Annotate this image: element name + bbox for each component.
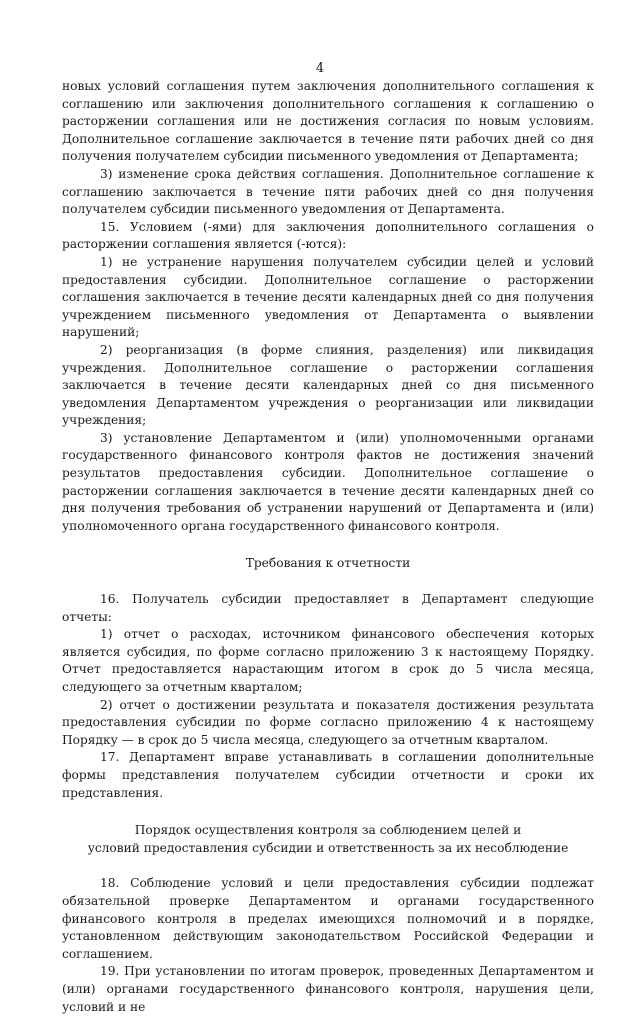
paragraph-19: 19. При установлении по итогам проверок, проведенных Департаментом и (или) органами государственного финансового контроля, нарушения цели, условий и не (62, 964, 594, 1014)
paragraph-15-item-3: 3) установление Департаментом и (или) уполномоченными органами государственного финансового контроля фактов не достижения значений результатов предоставления субсидии. Дополнительное соглашение о расторжении соглашения заключается в течение десяти календарных дней со дня получения требования об устранении нарушений от Департамента и (или) уполномоченного органа государственного финансового контроля. (62, 430, 594, 533)
paragraph-15-item-1: 1) не устранение нарушения получателем субсидии целей и условий предоставления субсидии. Дополнительное соглашение о расторжении соглашения заключается в течение десяти календарных дней со дня получения учреждением письменного уведомления от Департамента о выявлении нарушений; (62, 254, 594, 340)
paragraph-16-item-1: 1) отчет о расходах, источником финансового обеспечения которых является субсидия, по форме согласно приложению 3 к настоящему Порядку. Отчет предоставляется нарастающим итогом в срок до 5 числа месяца, следующего за отчетным кварталом; (62, 627, 594, 694)
spacer (62, 802, 594, 822)
paragraph-18: 18. Соблюдение условий и цели предоставления субсидии подлежат обязательной проверке Департаментом и органами государственного финансового контроля в пределах имеющихся полномочий и в порядке, установленном действующим законодательством Российской Федерации и соглашением. (62, 876, 594, 961)
paragraph-17: 17. Департамент вправе устанавливать в соглашении дополнительные формы представления получателем субсидии отчетности и сроки их представления. (62, 750, 594, 800)
paragraph-item-3: 3) изменение срока действия соглашения. Дополнительное соглашение к соглашению заключается в течение пяти рабочих дней со дня получения получателем субсидии письменного уведомления от Департамента. (62, 166, 594, 217)
document-body (62, 78, 594, 1016)
section-heading-control-line-2: условий предоставления субсидии и ответственность за их несоблюдение (87, 840, 569, 855)
paragraph-16-item-2: 2) отчет о достижении результата и показателя достижения результата предоставления субсидии по форме согласно приложению 4 к настоящему Порядку — в срок до 5 числа месяца, следующего за отчетным кварталом. (62, 697, 594, 747)
section-heading-reporting: Требования к отчетности (245, 556, 411, 571)
section-heading-control-line-1: Порядок осуществления контроля за соблюдением целей и (134, 823, 522, 838)
paragraph-16: 16. Получатель субсидии предоставляет в Департамент следующие отчеты: (62, 592, 594, 624)
spacer (62, 857, 594, 875)
paragraph-15-item-2: 2) реорганизация (в форме слияния, разделения) или ликвидация учреждения. Дополнительное соглашение о расторжении соглашения заключается в течение десяти календарных дней со дня письменного уведомления Департаментом учреждения о реорганизации или ликвидации учреждения; (62, 342, 594, 428)
page-number: 4 (315, 61, 325, 76)
paragraph-continuation: новых условий соглашения путем заключения дополнительного соглашения к соглашению или заключения дополнительного соглашения к соглашению о расторжении соглашения или не достижения согласия по новым условиям. Дополнительное соглашение заключается в течение пяти рабочих дней со дня получения получателем субсидии письменного уведомления от Департамента; (62, 79, 594, 164)
spacer (62, 535, 594, 555)
spacer (62, 573, 594, 591)
paragraph-15: 15. Условием (-ями) для заключения дополнительного соглашения о расторжении соглашения является (-ются): (62, 219, 594, 252)
